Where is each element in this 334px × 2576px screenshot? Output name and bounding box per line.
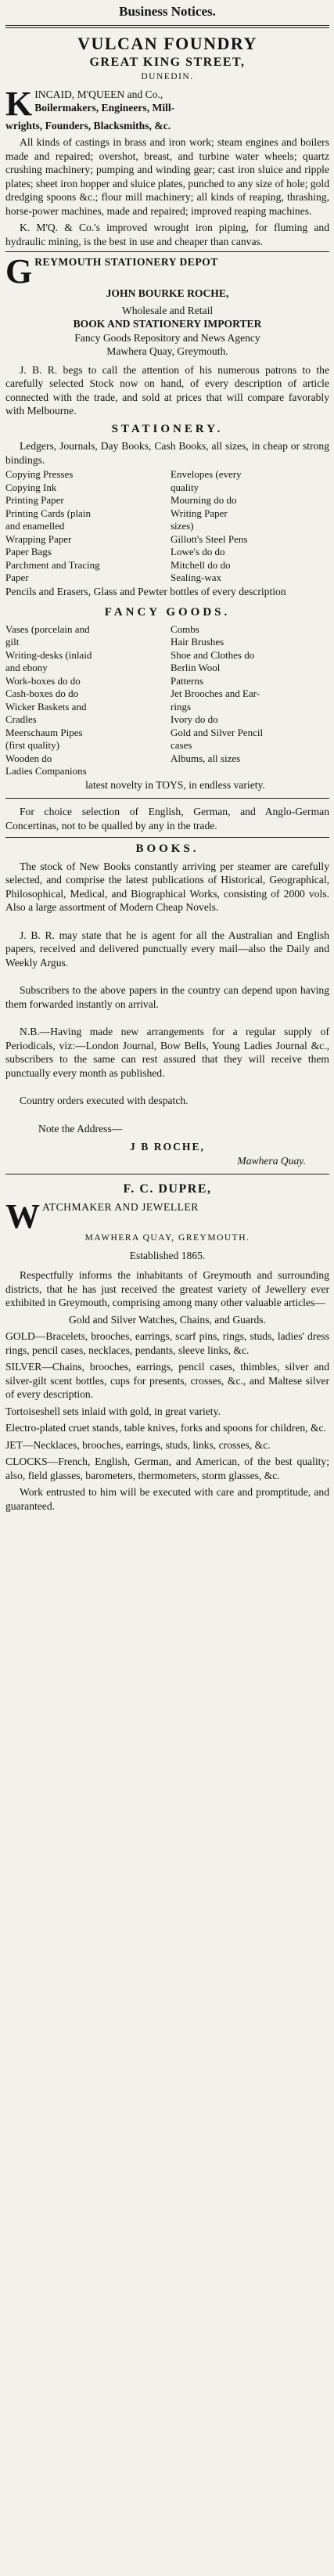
fancy-goods-item: Cash-boxes do do: [5, 687, 79, 699]
vulcan-trades-2: wrights, Founders, Blacksmiths, &c.: [5, 119, 171, 132]
orders-line: Country orders executed with despatch.: [20, 1095, 189, 1106]
roche-drop-letter: G: [5, 252, 33, 290]
fancy-goods-item: Gold and Silver Pencil: [171, 726, 264, 738]
dupre-closing: Work entrusted to him will be executed with care and promptitude, and guaranteed.: [5, 1486, 329, 1512]
fancy-goods-item: Work-boxes do do: [5, 674, 81, 687]
vulcan-foundry-ad: [5, 33, 329, 248]
roche-depot-block: [5, 252, 329, 301]
fancy-goods-item: Vases (porcelain and: [5, 622, 90, 635]
fancy-goods-item: Wooden do: [5, 752, 52, 764]
dupre-trade-line: ATCHMAKER AND JEWELLER: [42, 1201, 199, 1213]
nb-para: N.B.—Having made new arrangements for a regular supply of Periodicals, viz:—London Journal, Bow Bells, Young Ladies Journal &c., subscribers to the same can rest assured that they will receive them punctually every month as published.: [5, 1026, 329, 1079]
stationery-item: Mitchell do do: [171, 558, 231, 571]
fancy-goods-item: Writing-desks (inlaid: [5, 648, 92, 661]
vulcan-name: VULCAN FOUNDRY: [77, 34, 257, 53]
vulcan-street: GREAT KING STREET,: [89, 56, 246, 69]
dupre-intro: Respectfully informs the inhabitants of Greymouth and surrounding districts, that he has just received the greatest variety of Jewellery ever exhibited in Greymouth, comprising among many other valuable articles—: [5, 1269, 329, 1308]
dupre-trade-block: [5, 1197, 329, 1246]
stationery-item: Paper Bags: [5, 546, 52, 557]
stationery-item: Lowe's do do: [171, 546, 225, 557]
roche-wholesale: Wholesale and Retail: [121, 304, 214, 316]
fancy-goods-item: Hair Brushes: [171, 636, 224, 648]
vulcan-paragraph-2: K. M'Q. & Co.'s improved wrought iron piping, for fluming and hydraulic mining, is the best in use and cheaper than canvas.: [5, 222, 329, 247]
stationery-item: Copying Presses: [5, 468, 74, 480]
stationery-heading: STATIONERY.: [111, 422, 224, 435]
fancy-goods-item: cases: [171, 739, 192, 751]
stationery-item: quality: [171, 481, 199, 493]
fancy-goods-item: Ivory do do: [171, 713, 218, 725]
subscribers-para: Subscribers to the above papers in the country can depend upon having them forwarded instantly on arrival.: [5, 984, 329, 1010]
fancy-goods-item: gilt: [5, 636, 20, 648]
roche-depot-line: REYMOUTH STATIONERY DEPOT: [34, 256, 218, 268]
fancy-goods-item: Albums, all sizes: [171, 752, 241, 764]
stationery-item: Mourning do do: [171, 494, 237, 506]
fancy-goods-item: rings: [171, 700, 191, 713]
fancy-goods-item: Wicker Baskets and: [5, 700, 87, 713]
dupre-watches: Gold and Silver Watches, Chains, and Guards.: [69, 1313, 266, 1326]
roche-stationery-ad: [5, 252, 329, 1167]
fancy-goods-item: Patterns: [171, 674, 203, 687]
dupre-gold: GOLD—Bracelets, brooches, earrings, scarf pins, rings, studs, ladies' dress rings, pencil cases, necklaces, pendants, sleeve links, &c.: [5, 1330, 329, 1356]
roche-signature-place: Mawhera Quay.: [237, 1154, 306, 1167]
dupre-silver: SILVER—Chains, brooches, earrings, pencil cases, thimbles, silver and silver-gilt scent bottles, cups for presents, crosses, &c., and Maltese silver of every description.: [5, 1361, 329, 1400]
stationery-tail: Pencils and Erasers, Glass and Pewter bottles of every description: [5, 585, 286, 597]
dupre-name: F. C. DUPRE,: [123, 1182, 212, 1196]
roche-proprietor: JOHN BOURKE ROCHE,: [106, 287, 229, 299]
books-heading: BOOKS.: [135, 842, 199, 855]
dupre-electro: Electro-plated cruet stands, table knives, forks and spoons for children, &c.: [5, 1422, 326, 1434]
dupre-tortoiseshell: Tortoiseshell sets inlaid with gold, in great variety.: [5, 1405, 221, 1417]
vulcan-paragraph-1: All kinds of castings in brass and iron work; steam engines and boilers made and repaired; overshot, breast, and turbine water wheels; quartz crushing machinery; pumping and winding gear; cast iron sluice and ripple plates; sheet iron hopper and sluice plates, punched to any size of hole; gold dredging spoons &c.; flour mill machinery; all kinds of reaping, thrashing, horse-power machines, made and repaired; improved reaping machines.: [5, 136, 329, 217]
stationery-item: Writing Paper: [171, 507, 228, 519]
agent-para: J. B. R. may state that he is agent for all the Australian and English papers, received and delivered punctually every mail—also the Daily and Weekly Argus.: [5, 929, 329, 969]
fancy-goods-item: Berlin Wool: [171, 662, 221, 673]
stationery-list: [5, 468, 329, 585]
stationery-item: and enamelled: [5, 520, 65, 532]
fancy-goods-item: and ebony: [5, 662, 48, 673]
roche-importer: BOOK AND STATIONERY IMPORTER: [73, 318, 262, 330]
vulcan-drop-letter: K: [5, 84, 33, 123]
address-note: Note the Address—: [38, 1122, 123, 1135]
fancy-goods-item: Combs: [171, 622, 199, 635]
fancy-goods-item: (first quality): [5, 739, 59, 751]
dupre-clocks: CLOCKS—French, English, German, and American, of the best quality; also, field glasses, barometers, thermometers, storm glasses, &c.: [5, 1456, 329, 1481]
vulcan-city: DUNEDIN.: [141, 72, 194, 81]
stationery-item: Wrapping Paper: [5, 532, 72, 545]
roche-intro: J. B. R. begs to call the attention of his numerous patrons to the carefully selected Stock now on hand, of every description of article connected with the trade, and sold at prices that will compare favorably with Melbourne.: [5, 363, 329, 417]
dupre-established: Established 1865.: [129, 1249, 206, 1261]
vulcan-trades-1: Boilermakers, Engineers, Mill-: [34, 102, 175, 114]
stationery-item: Parchment and Tracing: [5, 558, 100, 571]
fancy-goods-item: Shoe and Clothes do: [171, 648, 255, 661]
fancy-goods-item: Jet Brooches and Ear-: [171, 687, 260, 699]
roche-address: Mawhera Quay, Greymouth.: [106, 345, 228, 357]
vulcan-firm-line: INCAID, M'QUEEN and Co.,: [34, 88, 163, 100]
roche-repository: Fancy Goods Repository and News Agency: [74, 331, 260, 344]
section-title: Business Notices.: [119, 4, 216, 19]
stationery-item: Printing Cards (plain: [5, 507, 92, 519]
stationery-item: Paper: [5, 572, 29, 583]
dupre-jet: JET—Necklaces, brooches, earrings, studs, links, crosses, &c.: [5, 1438, 271, 1451]
dupre-jeweller-ad: [5, 1181, 329, 1513]
stationery-item: sizes): [171, 520, 194, 532]
roche-signature: J B ROCHE,: [130, 1141, 205, 1153]
fancy-goods-heading: FANCY GOODS.: [104, 606, 231, 619]
concertinas-para: For choice selection of English, German, and Anglo-German Concertinas, not to be qualled by any in the trade.: [5, 806, 329, 832]
fancy-goods-item: Ladies Companions: [5, 765, 87, 777]
stationery-item: Envelopes (every: [171, 468, 242, 480]
fancy-goods-item: [171, 765, 329, 778]
fancy-goods-list: [5, 623, 329, 778]
fancy-goods-item: Meerschaum Pipes: [5, 726, 83, 738]
fancy-goods-item: Cradles: [5, 713, 37, 725]
divider: [5, 251, 329, 252]
books-para: The stock of New Books constantly arriving per steamer are carefully selected, and comprise the latest publications of Historical, Geographical, Philosophical, Medical, and Biographical Works, consisting of 2000 vols. Also a large assortment of Modern Cheap Novels.: [5, 860, 329, 913]
vulcan-firm-block: [5, 84, 329, 133]
stationery-item: Printing Paper: [5, 494, 64, 506]
stationery-item: Gillott's Steel Pens: [171, 532, 248, 545]
stationery-item: Sealing-wax: [171, 572, 221, 583]
stationery-lead: Ledgers, Journals, Day Books, Cash Books, all sizes, in cheap or strong bindings.: [5, 440, 329, 466]
divider: [5, 837, 329, 838]
fancy-tail: latest novelty in TOYS, in endless variety.: [85, 778, 265, 791]
dupre-drop-letter: W: [5, 1197, 40, 1236]
divider: [5, 798, 329, 799]
dupre-address: MAWHERA QUAY, GREYMOUTH.: [84, 1233, 250, 1243]
header-rule: [5, 25, 329, 28]
stationery-item: Copying Ink: [5, 481, 57, 493]
